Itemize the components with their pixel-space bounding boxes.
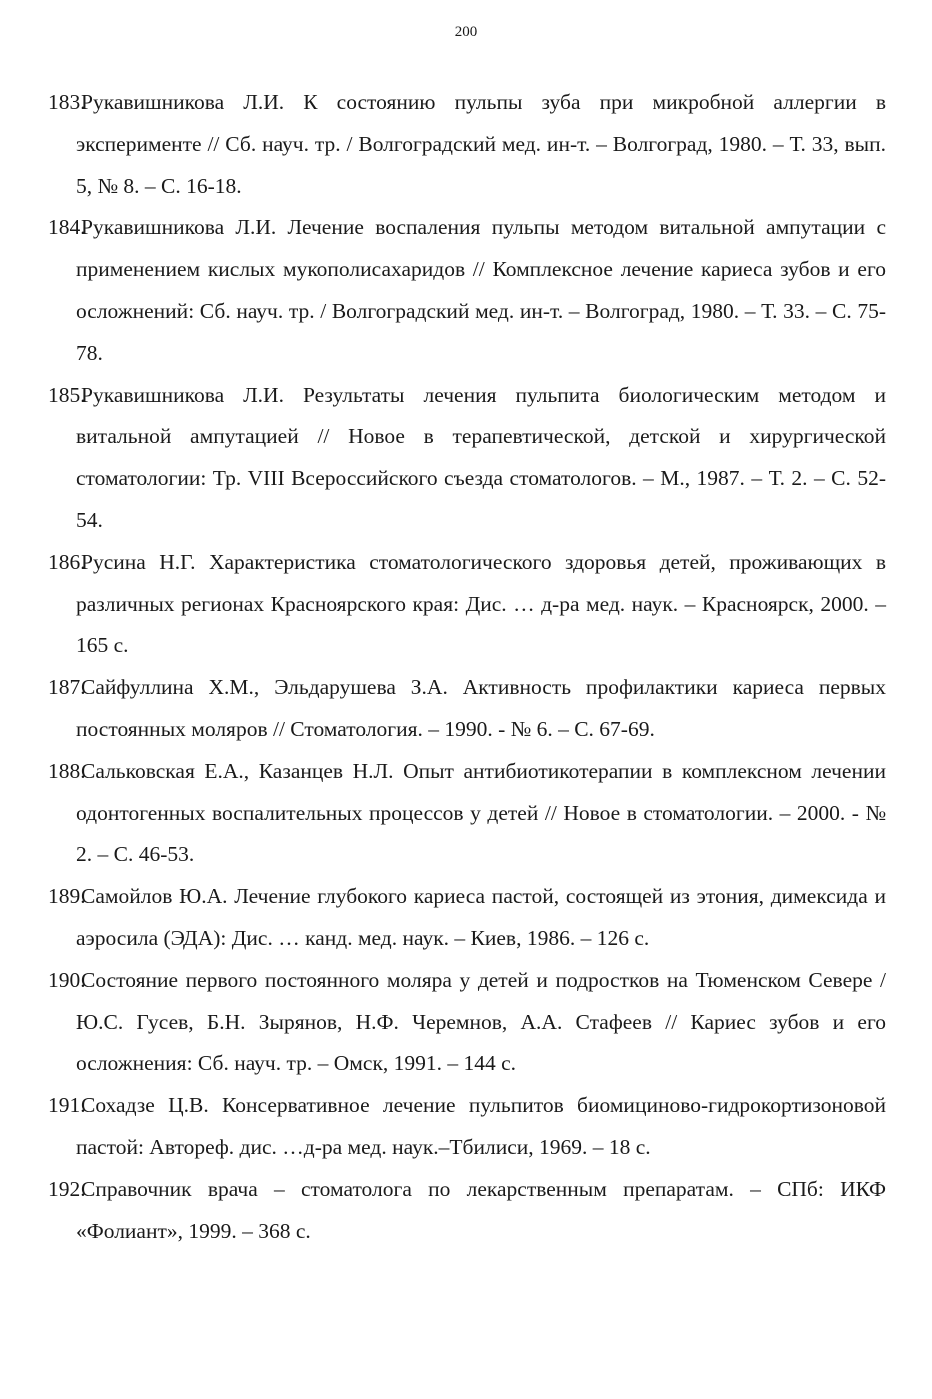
reference-text: Сальковская Е.А., Казанцев Н.Л. Опыт антибиотикотерапии в комплексном лечении одонтогенных воспалительных процессов у детей // Новое в стоматологии. – 2000. - № 2. – С. 46-53. — [76, 758, 886, 867]
reference-number: 184. — [48, 215, 86, 240]
reference-number: 191. — [48, 1093, 86, 1118]
reference-text: Самойлов Ю.А. Лечение глубокого кариеса пастой, состоящей из этония, димексида и аэросила (ЭДА): Дис. … канд. мед. наук. – Киев, 1986. – 126 с. — [76, 884, 886, 950]
reference-number: 183. — [48, 90, 86, 114]
reference-item — [48, 1169, 886, 1253]
reference-number: 192. — [48, 1176, 86, 1201]
reference-list — [48, 82, 886, 1252]
reference-text: Сайфуллина Х.М., Эльдарушева З.А. Активность профилактики кариеса первых постоянных моляров // Стоматология. – 1990. - № 6. – С. 67-69. — [76, 675, 886, 741]
reference-text: Состояние первого постоянного моляра у детей и подростков на Тюменском Севере / Ю.С. Гусев, Б.Н. Зырянов, Н.Ф. Черемнов, А.А. Стафеев // Кариес зубов и его осложнения: Сб. науч. тр. – Омск, 1991. – 144 с. — [76, 967, 886, 1076]
reference-text: Рукавишникова Л.И. Результаты лечения пульпита биологическим методом и витальной ампутацией // Новое в терапевтической, детской и хирургической стоматологии: Тр. VIII Всероссийского съезда стоматологов. – М., 1987. – Т. 2. – С. 52-54. — [76, 382, 886, 532]
reference-text: Русина Н.Г. Характеристика стоматологического здоровья детей, проживающих в различных регионах Красноярского края: Дис. … д-ра мед. наук. – Красноярск, 2000. – 165 с. — [76, 549, 886, 658]
reference-number: 185. — [48, 382, 86, 407]
reference-item — [48, 751, 886, 876]
reference-item — [48, 1085, 886, 1169]
reference-item — [48, 375, 886, 542]
reference-item — [48, 876, 886, 960]
reference-number: 186. — [48, 549, 86, 574]
reference-item — [48, 667, 886, 751]
reference-item — [48, 207, 886, 374]
reference-text: Справочник врача – стоматолога по лекарственным препаратам. – СПб: ИКФ «Фолиант», 1999. – 368 с. — [76, 1176, 886, 1243]
reference-item — [48, 960, 886, 1085]
page-number: 200 — [454, 24, 478, 40]
reference-item — [48, 542, 886, 667]
reference-text: Рукавишникова Л.И. К состоянию пульпы зуба при микробной аллергии в эксперименте // Сб. науч. тр. / Волгоградский мед. ин-т. – Волгоград, 1980. – Т. 33, вып. 5, № 8. – С. 16-18. — [76, 90, 886, 198]
reference-number: 189. — [48, 884, 86, 909]
reference-number: 190. — [48, 967, 86, 992]
reference-text: Сохадзе Ц.В. Консервативное лечение пульпитов биомициново-гидрокортизоновой пастой: Автореф. дис. …д-ра мед. наук.–Тбилиси, 1969. – 18 с. — [76, 1093, 886, 1159]
reference-item — [48, 82, 886, 207]
reference-number: 188. — [48, 758, 86, 783]
reference-text: Рукавишникова Л.И. Лечение воспаления пульпы методом витальной ампутации с применением кислых мукополисахаридов // Комплексное лечение кариеса зубов и его осложнений: Сб. науч. тр. / Волгоградский мед. ин-т. – Волгоград, 1980. – Т. 33. – С. 75-78. — [76, 215, 886, 365]
reference-number: 187. — [48, 675, 86, 700]
